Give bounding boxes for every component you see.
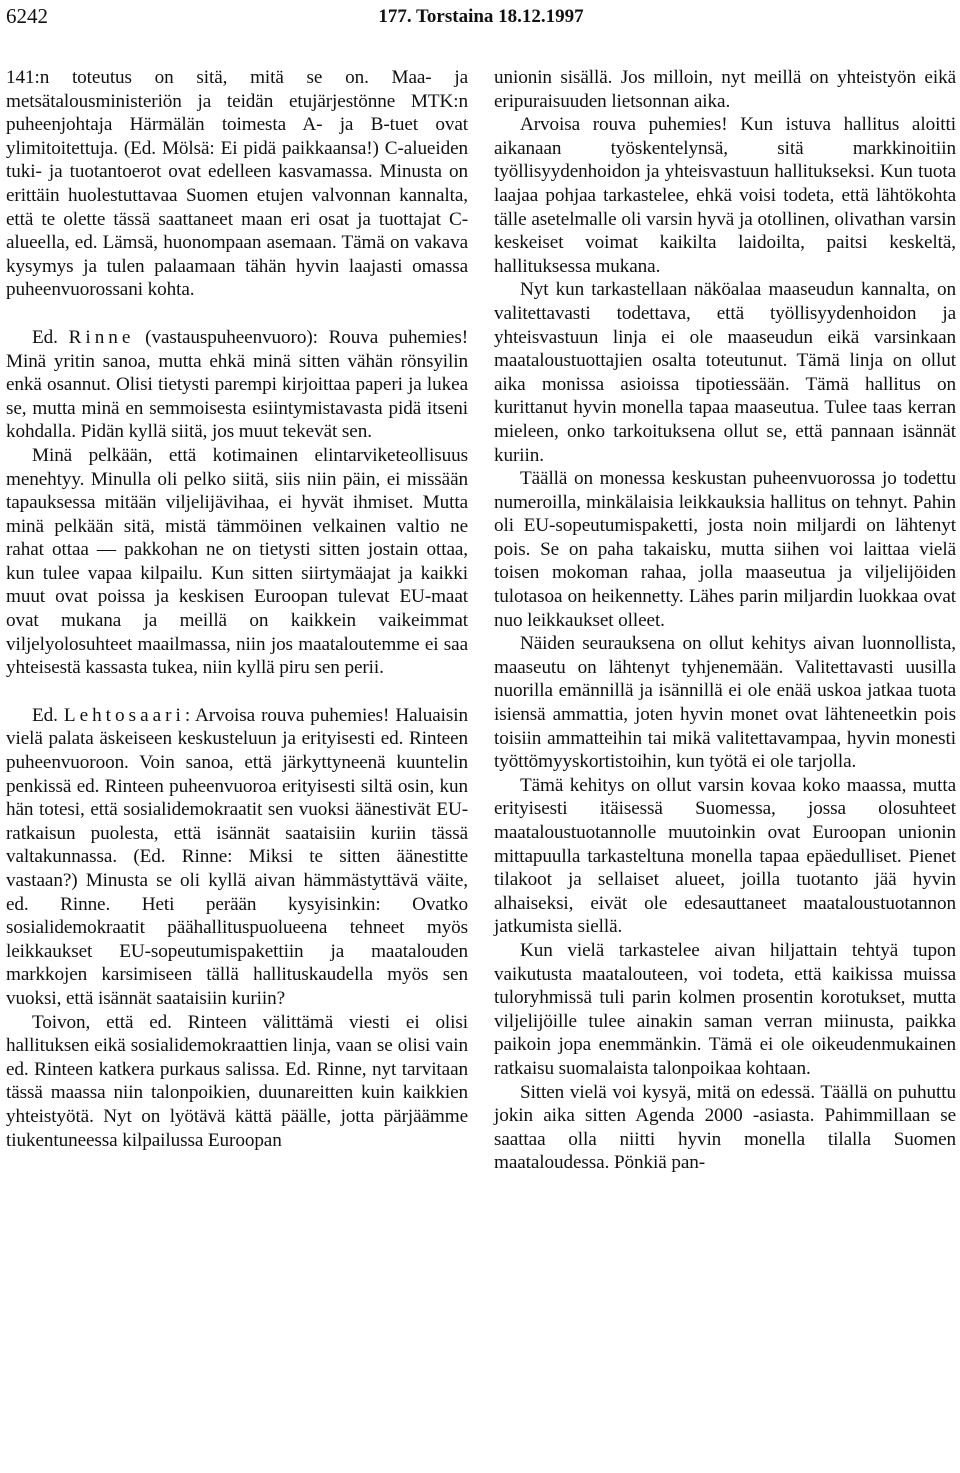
paragraph: unionin sisällä. Jos milloin, nyt meillä on yhteistyön eikä eripuraisuuden lietsonnan aika.	[494, 67, 956, 112]
paragraph	[6, 326, 468, 444]
speaker-name: Rinne	[68, 326, 135, 348]
paragraph: Nyt kun tarkastellaan näköalaa maaseudun kannalta, on valitettavasti todettava, että työllisyydenhoidon ja yhteisvastuun linja ei ole maaseudun eikä varsinkaan maataloustuottajien osalta toteutunut. Tämä linja on ollut aika monissa asioissa tipotiessään. Tämä hallitus on kurittanut hyvin monella tapaa maaseutua. Tulee taas kerran mieleen, onko tarkoituksena ollut se, että pannaan isännät kuriin.	[494, 279, 956, 466]
paragraph: Minä pelkään, että kotimainen elintarviketeollisuus menehtyy. Minulla oli pelko siitä, siis niin päin, ei missään tapauksessa mitään viljelijävihaa, ei hyvät ihmiset. Mutta minä pelkään sitä, mistä tämmöinen velkainen valtio ne rahat ottaa — pakkohan ne on tietysti sitten jostain ottaa, kun tulee vapaa kilpailu. Kun sitten siirtymäajat ja kaikki muut ovat poissa ja keskisen Euroopan tulevat EU-maat ovat mukana ja meillä on kaikkein vaikeimmat viljelyolosuhteet maailmassa, niin jos maataloutemme ei saa yhteisestä kassasta tukea, niin kyllä piru sen perii.	[6, 444, 468, 679]
left-column	[6, 66, 468, 1152]
speech-text: : Arvoisa rouva puhemies! Haluaisin vielä palata äskeiseen keskusteluun ja erityisesti ed. Rinteen puheenvuoroon. Voin sanoa, että järkyttyneenä kuuntelin penkissä ed. Rinteen puheenvuoroa erityisesti siltä osin, kun hän totesi, että sosialidemokraatit sen vuoksi äänestivät EU-ratkaisun puolesta, että isännät saataisiin kuriin tässä valtakunnassa. (Ed. Rinne: Miksi te sitten äänestitte vastaan?) Minusta se oli kyllä aivan hämmästyttävä väite, ed. Rinne. Heti perään kysyisinkin: Ovatko sosialidemokraatit päähallituspuolueena tehneet myös leikkaukset EU-sopeutumispakettiin ja maatalouden markkojen karsimiseen tällä hallituskaudella myös sen vuoksi, että isännät saataisiin kuriin?	[6, 704, 468, 1009]
paragraph: Kun vielä tarkastelee aivan hiljattain tehtyä tupon vaikutusta maatalouteen, voi todeta, että kaikissa muissa tuloryhmissä tuli parin kolmen prosentin korotukset, mutta viljelijöille tulee ainakin saman verran miinusta, paikka paikoin jopa enemmänkin. Tämä ei ole oikeudenmukainen ratkaisu suomalaista talonpoikaa kohtaan.	[494, 939, 956, 1079]
speaker-name: Lehtosaari	[63, 704, 185, 726]
speaker-prefix: Ed.	[32, 704, 64, 726]
paragraph: Näiden seurauksena on ollut kehitys aivan luonnollista, maaseutu on lähtenyt tyhjenemään. Valitettavasti uusilla nuorilla emännillä ja isännillä ei ole enää uskoa jatkaa tuota isiensä ammattia, joten hyvin monet ovat lähteneetkin pois toisiin ammatteihin tai mikä valitettavampaa, hyvin monesti työttömyyskortistoihin, kun työtä ei ole tarjolla.	[494, 633, 956, 773]
paragraph: Täällä on monessa keskustan puheenvuorossa jo todettu numeroilla, minkälaisia leikkauksia hallitus on tehnyt. Pahin oli EU-sopeutumispaketti, josta noin miljardi on lähtenyt pois. Se on paha takaisku, mutta siihen voi laittaa vielä toisen mokoman rahaa, jolla maaseutua ja viljelijöiden tulotasoa on heikennetty. Lähes parin miljardin luokkaa ovat nuo leikkaukset olleet.	[494, 468, 956, 631]
running-title: 177. Torstaina 18.12.1997	[378, 6, 584, 27]
paragraph: 141:n toteutus on sitä, mitä se on. Maa- ja metsätalousministeriön ja teidän etujärjestönne MTK:n puheenjohtaja Härmälän toimesta A- ja B-tuet ovat ylimitoitettuja. (Ed. Mölsä: Ei pidä paikkaansa!) C-alueiden tuki- ja tuotantoerot ovat edelleen kasvamassa. Minusta on erittäin huolestuttavaa Suomen etujen valvonnan kannalta, että te olette tässä saattaneet maan eri osat ja tuottajat C-alueella, ed. Lämsä, huonompaan asemaan. Tämä on vakava kysymys ja tulen palaamaan tähän hyvin laajasti omassa puheenvuorossani kohta.	[6, 67, 468, 301]
page-number: 6242	[6, 4, 48, 28]
paragraph	[6, 704, 468, 1011]
paragraph: Arvoisa rouva puhemies! Kun istuva hallitus aloitti aikanaan työskentelynsä, sitä markkinoitiin työllisyydenhoidon ja yhteisvastuun hallitukseksi. Kun tuota laajaa pohjaa tarkastelee, ehkä voisi todeta, että lähtökohta tälle asetelmalle oli varsin hyvä ja otollinen, olivathan varsin keskeiset voimat kaikilta laidoilta, paitsi keskeltä, hallituksessa mukana.	[494, 114, 956, 277]
speech-text: (vastauspuheenvuoro): Rouva puhemies! Minä yritin sanoa, mutta ehkä minä sitten vähän rönsyilin enkä osannut. Olisi tietysti parempi kirjoittaa paperi ja lukea se, mutta minä en semmoisesta esiintymistavasta pidä itseni kohdalla. Pidän kyllä siitä, jos muut tekevät sen.	[6, 326, 468, 443]
speaker-prefix: Ed.	[32, 326, 69, 348]
page-header	[6, 4, 956, 34]
paragraph: Sitten vielä voi kysyä, mitä on edessä. Täällä on puhuttu jokin aika sitten Agenda 2000 -asiasta. Pahimmillaan se saattaa olla niitti hyvin monella tilalla Suomen maataloudessa. Pönkiä pan-	[494, 1081, 956, 1174]
paragraph: Tämä kehitys on ollut varsin kovaa koko maassa, mutta erityisesti itäisessä Suomessa, jossa olosuhteet maataloustuotannolle muutoinkin ovat Euroopan unionin mittapuulla tarkasteltuna monella tapaa epäedulliset. Pienet tilakoot ja sellaiset alueet, joilla tuotanto jää hyvin alhaiseksi, eivät ole edesauttaneet maataloustuotannon jatkumista siellä.	[494, 774, 956, 938]
right-column	[494, 66, 956, 1175]
paragraph: Toivon, että ed. Rinteen välittämä viesti ei olisi hallituksen eikä sosialidemokraattien linja, vaan se olisi vain ed. Rinteen katkera purkaus salissa. Ed. Rinne, nyt tarvitaan tässä maassa niin talonpoikien, duunareitten kuin kaikkien yhteistyötä. Nyt on lyötävä kättä päälle, jotta pärjäämme tiukentuneessa kilpailussa Euroopan	[6, 1011, 468, 1151]
